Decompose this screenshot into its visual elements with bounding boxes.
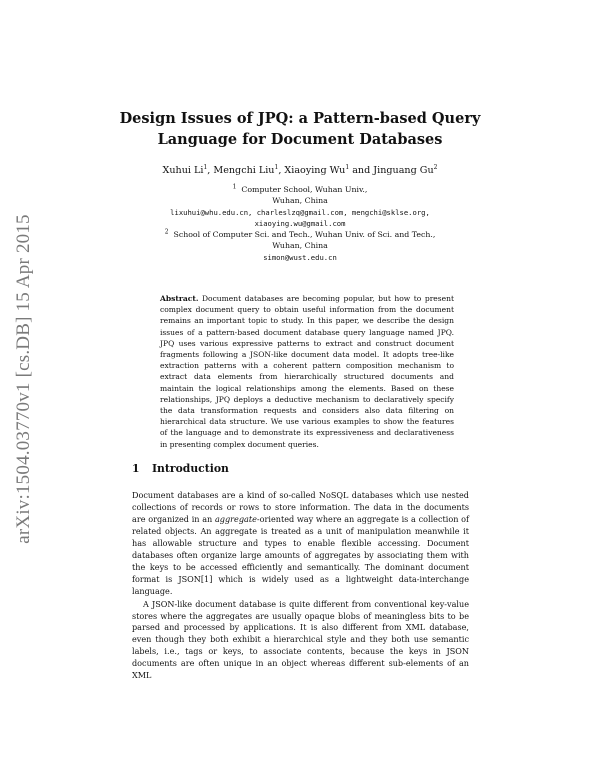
author-separator: , <box>207 165 214 176</box>
affiliation-mark: 2 <box>164 228 169 236</box>
section-title: Introduction <box>152 462 229 475</box>
author-mark: 1 <box>274 163 279 171</box>
author-name: Jinguang Gu <box>373 165 434 176</box>
affiliation-line: Wuhan, China <box>272 196 328 206</box>
abstract <box>160 293 454 450</box>
author-name: Xiaoying Wu <box>284 165 346 176</box>
affiliation-emails: xiaoying.wu@gmail.com <box>254 218 346 228</box>
author-mark: 1 <box>203 163 208 171</box>
abstract-label: Abstract. <box>160 294 199 303</box>
abstract-text: Document databases are becoming popular, but how to present complex document query to obtain useful information from the document remains an important topic to study. In this paper, we describe the design issues of a pattern-based document database query language named JPQ. JPQ uses various expressive patterns to extract and construct document fragments following a JSON-like document data model. It adopts tree-like extraction patterns with a coherent pattern composition mechanism to extract data elements from hierarchically structured documents and maintain the logical relationships among the elements. Based on these relationships, JPQ deploys a deductive mechanism to declaratively specify the data transformation requests and considers also data filtering on hierarchical data structure. We use various examples to show the features of the language and to demonstrate its expressiveness and declarativeness in presenting complex document queries. <box>160 294 454 449</box>
body-paragraph <box>132 490 469 598</box>
affiliation-emails: simon@wust.edu.cn <box>263 252 337 262</box>
title-line-2: Language for Document Databases <box>157 131 443 148</box>
author-list <box>0 165 600 176</box>
body-text <box>132 490 469 682</box>
author-name: Xuhui Li <box>162 165 204 176</box>
emphasized-term: aggregate <box>214 513 257 524</box>
body-paragraph: A JSON-like document database is quite different from conventional key-value stores where the aggregates are usually opaque blobs of meaningless bits to be parsed and processed by applications. It is also different from XML database, even though they both exhibit a hierarchical style and they both use semantic labels, i.e., tags or keys, to associate contents, because the keys in JSON documents are often unique in an object whereas different sub-elements of an XML <box>132 598 469 681</box>
author-mark: 2 <box>433 163 438 171</box>
arxiv-identifier: arXiv:1504.03770v1 [cs.DB] 15 Apr 2015 <box>13 214 34 544</box>
section-number: 1 <box>132 462 140 475</box>
affiliation-line: Computer School, Wuhan Univ., <box>241 185 368 194</box>
affiliation-2 <box>0 229 600 263</box>
paragraph-text: -oriented way where an aggregate is a collection of related objects. An aggregate is treated as a unit of manipulation meanwhile it has allowable structure and types to enable flexible accessing. Document databases often organize large amounts of aggregates by associating them with the keys to be accessed efficiently and semantically. The dominant document format is JSON[1] which is widely used as a lightweight data-interchange language. <box>132 513 469 596</box>
author-separator: and <box>349 165 374 176</box>
author-mark: 1 <box>345 163 350 171</box>
author-name: Mengchi Liu <box>213 165 275 176</box>
affiliation-emails: lixuhui@whu.edu.cn, charleslzq@gmail.com, mengchi@sklse.org, <box>170 207 430 217</box>
affiliation-line: School of Computer Sci. and Tech., Wuhan Univ. of Sci. and Tech., <box>173 230 436 239</box>
affiliation-line: Wuhan, China <box>272 241 328 251</box>
paper-title <box>0 108 600 150</box>
affiliation-mark: 1 <box>232 183 237 191</box>
section-heading <box>132 462 229 475</box>
paragraph-text: Document databases are a kind of so-called NoSQL databases which use nested collections of records or rows to store information. The data in the documents are organized in an <box>132 490 469 524</box>
title-line-1: Design Issues of JPQ: a Pattern-based Query <box>119 110 481 127</box>
author-separator: , <box>278 165 285 176</box>
affiliation-1 <box>0 184 600 229</box>
